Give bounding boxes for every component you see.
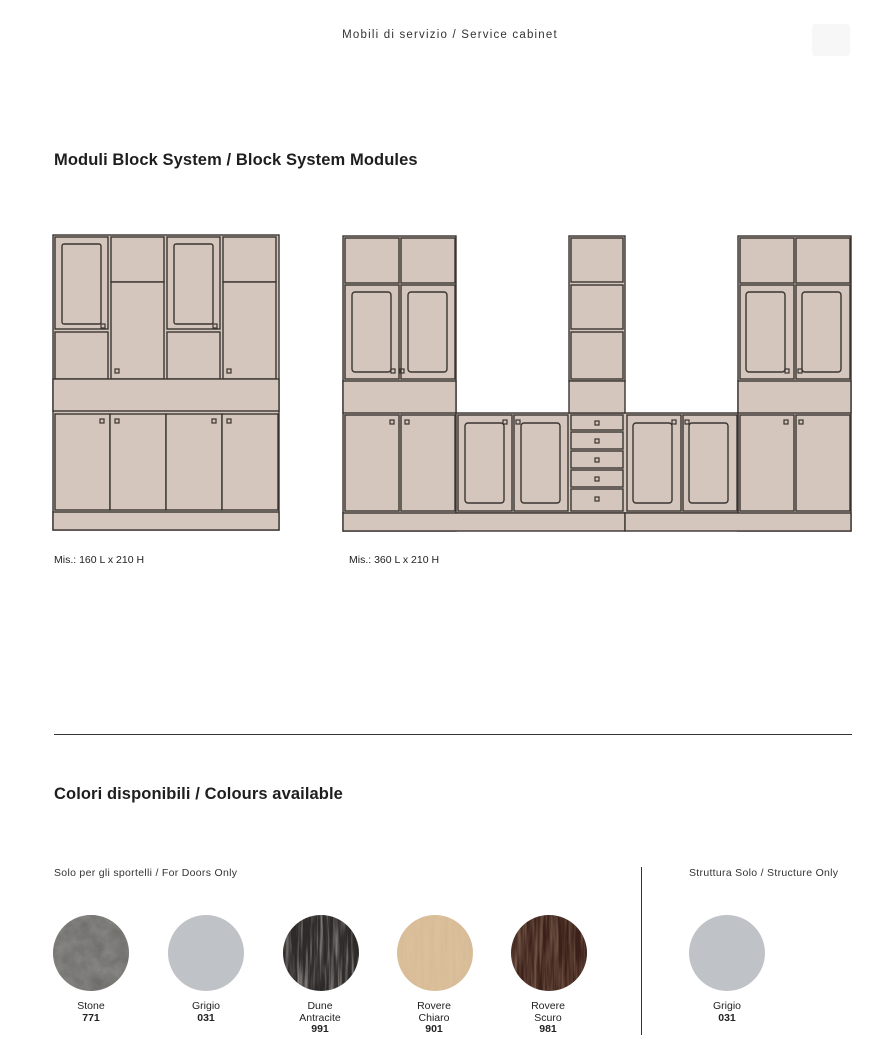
cabinet-module-160-drawing <box>52 234 280 532</box>
swatch-label-rovere-scuro: Rovere Scuro 981 <box>531 1000 565 1035</box>
swatch-label-dune-antracite: Dune Antracite 991 <box>299 1000 341 1035</box>
swatch-dune-antracite-991 <box>283 915 359 991</box>
cabinet-module-360-drawing <box>342 235 852 533</box>
swatch-rovere-scuro-981 <box>511 915 587 991</box>
swatch-rovere-chiaro-901 <box>397 915 473 991</box>
doors-only-label: Solo per gli sportelli / For Doors Only <box>54 867 238 879</box>
swatch-stone-771 <box>53 915 129 991</box>
module-1-dimensions: Mis.: 160 L x 210 H <box>54 554 145 566</box>
section-divider <box>54 734 852 735</box>
swatch-label-structure-grigio: Grigio 031 <box>712 1000 741 1024</box>
brand-logo <box>812 24 850 56</box>
page-header: Mobili di servizio / Service cabinet <box>342 29 558 41</box>
swatch-label-stone: Stone 771 <box>77 1000 105 1024</box>
swatch-group-divider <box>641 867 642 1035</box>
swatch-label-grigio: Grigio 031 <box>191 1000 220 1024</box>
modules-section-title: Moduli Block System / Block System Modules <box>54 151 418 169</box>
swatch-structure-grigio-031 <box>689 915 765 991</box>
module-2-dimensions: Mis.: 360 L x 210 H <box>349 554 440 566</box>
swatch-label-rovere-chiaro: Rovere Chiaro 901 <box>417 1000 451 1035</box>
colours-section-title: Colori disponibili / Colours available <box>54 785 343 803</box>
structure-only-label: Struttura Solo / Structure Only <box>689 867 839 879</box>
swatch-grigio-031 <box>168 915 244 991</box>
